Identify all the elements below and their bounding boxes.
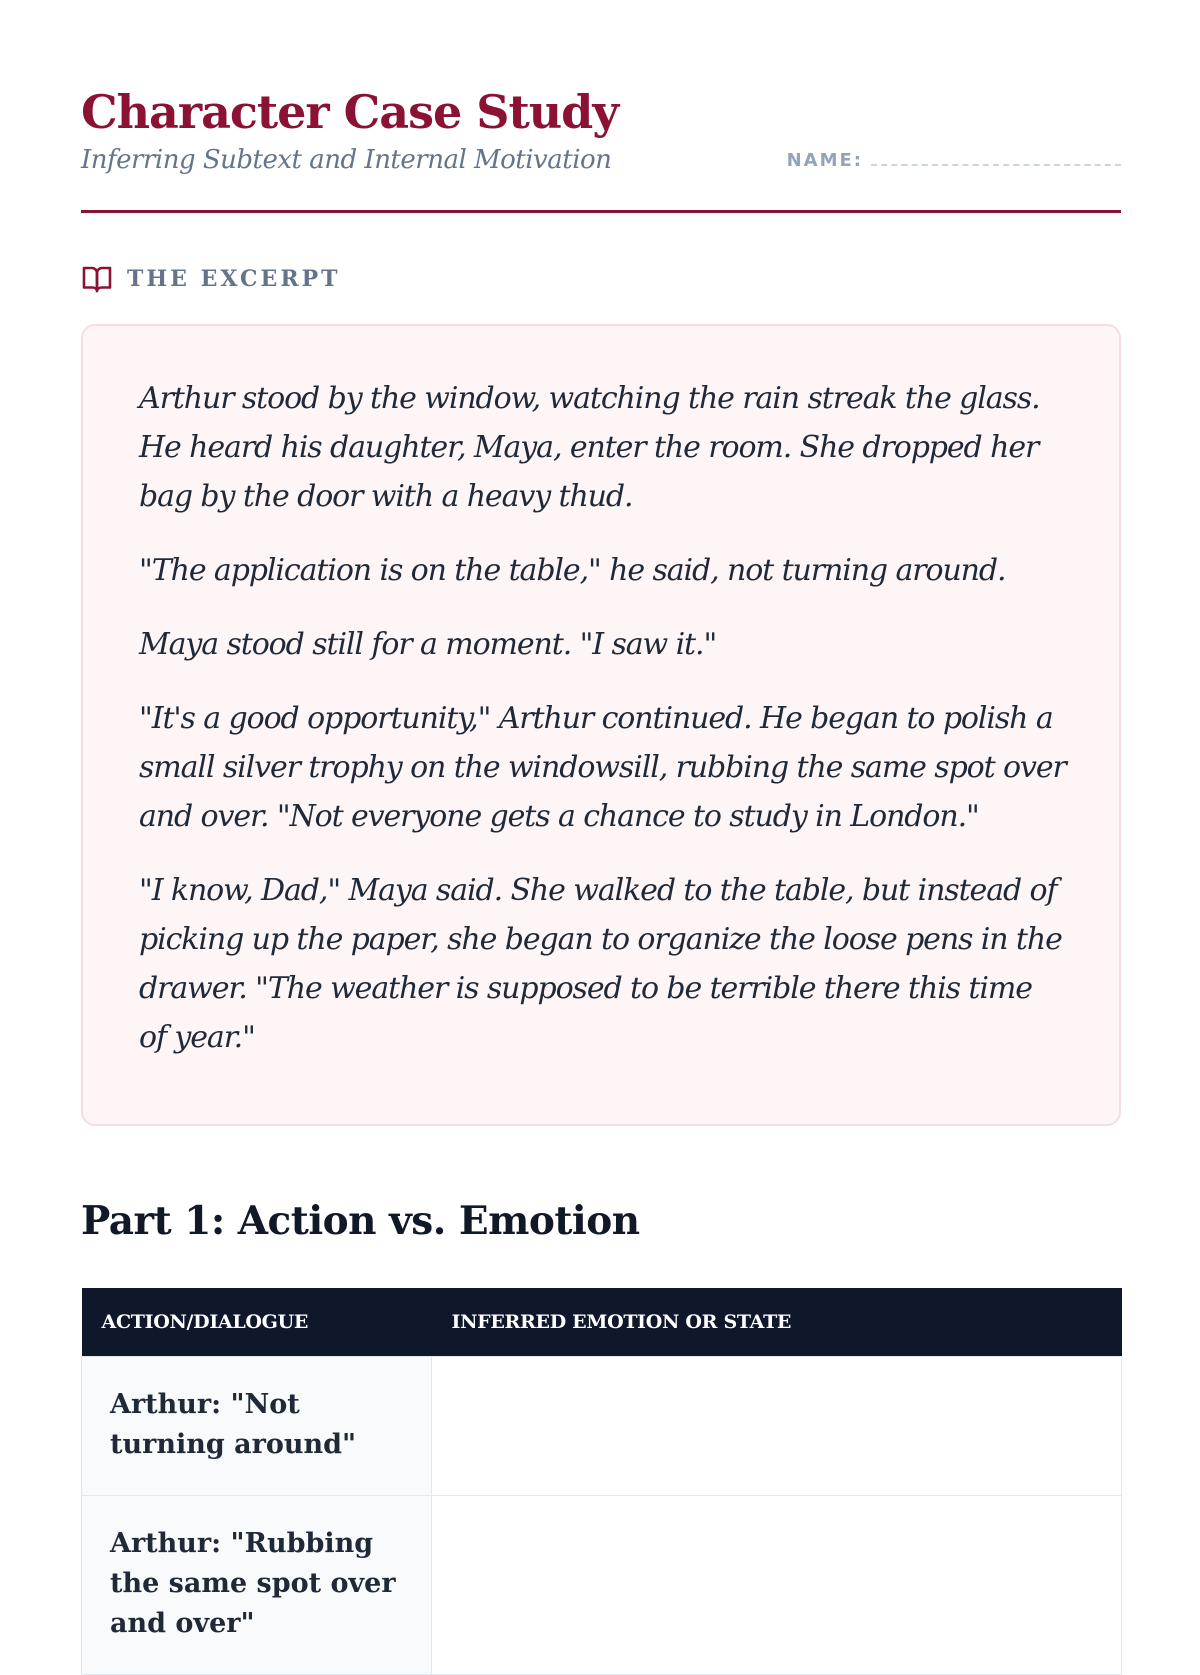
excerpt-paragraph: "I know, Dad," Maya said. She walked to the table, but instead of picking up the paper, she began to organize the loose pens in the drawer. "The weather is supposed to be terrible there this time of year." <box>139 873 1062 1055</box>
action-emotion-table <box>81 1288 1122 1675</box>
excerpt-paragraph: "The application is on the table," he said, not turning around. <box>139 553 1006 588</box>
name-field[interactable] <box>787 150 1121 171</box>
page-title: Character Case Study <box>81 85 619 139</box>
worksheet-header <box>81 80 1121 213</box>
column-header-emotion: INFERRED EMOTION OR STATE <box>432 1288 1122 1357</box>
action-cell: Arthur: "Rubbing the same spot over and over" <box>82 1496 432 1675</box>
excerpt-paragraph: Arthur stood by the window, watching the rain streak the glass. He heard his daughter, Maya, enter the room. She dropped her bag by the door with a heavy thud. <box>139 381 1040 514</box>
table-row <box>82 1357 1122 1496</box>
excerpt-box <box>81 324 1121 1126</box>
name-label: NAME: <box>786 150 863 171</box>
part1-heading: Part 1: Action vs. Emotion <box>81 1198 640 1244</box>
emotion-answer-cell[interactable] <box>432 1496 1122 1675</box>
action-cell: Arthur: "Not turning around" <box>82 1357 432 1496</box>
emotion-answer-cell[interactable] <box>432 1357 1122 1496</box>
page-subtitle: Inferring Subtext and Internal Motivation <box>81 145 612 175</box>
excerpt-label-text: THE EXCERPT <box>127 266 341 292</box>
table-header-row <box>82 1288 1122 1357</box>
excerpt-paragraph: "It's a good opportunity," Arthur continued. He began to polish a small silver trophy on the windowsill, rubbing the same spot over and over. "Not everyone gets a chance to study in London." <box>139 701 1066 834</box>
column-header-action: ACTION/DIALOGUE <box>82 1288 432 1357</box>
book-open-icon <box>81 264 113 294</box>
action-emotion-table-wrap <box>81 1288 1121 1639</box>
table-row <box>82 1496 1122 1675</box>
excerpt-section-label <box>81 264 341 294</box>
excerpt-paragraph: Maya stood still for a moment. "I saw it." <box>139 627 717 662</box>
name-blank-line[interactable] <box>871 150 1121 166</box>
